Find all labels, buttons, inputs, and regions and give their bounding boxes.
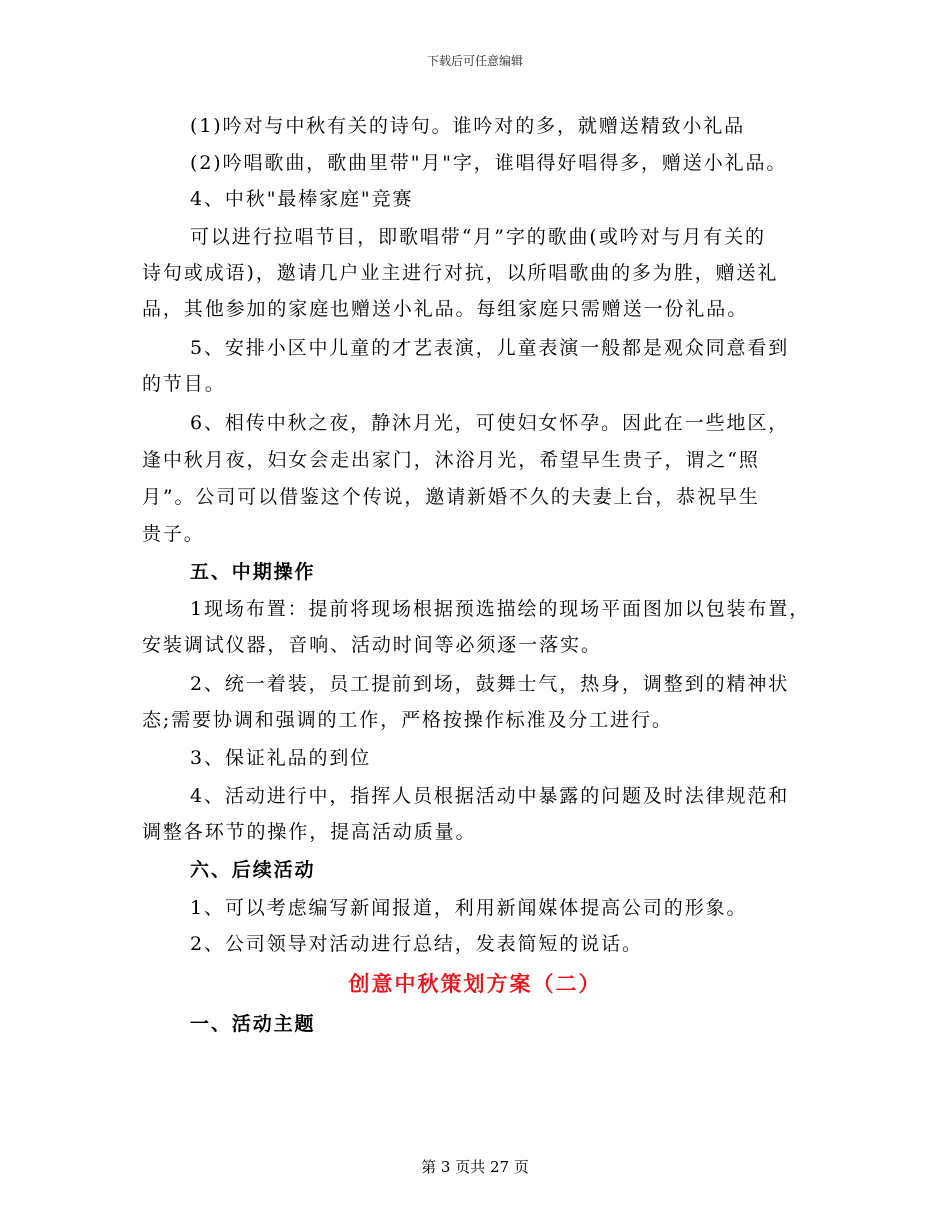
paragraph-line: 贵子。	[142, 523, 205, 545]
page-footer: 第 3 页共 27 页	[421, 1158, 529, 1176]
paragraph-line: 2、公司领导对活动进行总结，发表简短的说话。	[190, 933, 643, 955]
paragraph-line: 的节目。	[142, 373, 226, 395]
paragraph-line: 5、安排小区中儿童的才艺表演，儿童表演一般都是观众同意看到	[190, 337, 790, 359]
paragraph-line: 月”。公司可以借鉴这个传说，邀请新婚不久的夫妻上台，恭祝早生	[142, 486, 760, 508]
paragraph-line: 1、可以考虑编写新闻报道，利用新闻媒体提高公司的形象。	[190, 897, 748, 919]
page-header: 下载后可任意编辑	[426, 54, 523, 68]
paragraph-line: 调整各环节的操作，提高活动质量。	[142, 821, 477, 843]
paragraph-line: 诗句或成语)，邀请几户业主进行对抗，以所唱歌曲的多为胜，赠送礼	[142, 262, 779, 284]
paragraph-line: 4、活动进行中，指挥人员根据活动中暴露的问题及时法律规范和	[190, 785, 790, 807]
paragraph-line: 4、中秋"最棒家庭"竞赛	[190, 188, 414, 210]
paragraph-line: 3、保证礼品的到位	[190, 747, 372, 769]
paragraph-line: 安装调试仪器，音响、活动时间等必须逐一落实。	[142, 634, 602, 656]
paragraph-line: 可以进行拉唱节目，即歌唱带“月”字的歌曲(或吟对与月有关的	[190, 226, 766, 248]
paragraph-line: 1现场布置：提前将现场根据预选描绘的现场平面图加以包装布置，	[190, 598, 811, 620]
paragraph-line: 6、相传中秋之夜，静沐月光，可使妇女怀孕。因此在一些地区，	[190, 412, 790, 434]
section-heading: 五、中期操作	[190, 561, 316, 583]
paragraph-line: 2、统一着装，员工提前到场，鼓舞士气，热身，调整到的精神状	[190, 673, 790, 695]
paragraph-line: (1)吟对与中秋有关的诗句。谁吟对的多，就赠送精致小礼品	[190, 115, 746, 137]
plan-title: 创意中秋策划方案（二）	[348, 971, 602, 996]
paragraph-line: 态;需要协调和强调的工作，严格按操作标准及分工进行。	[142, 709, 673, 731]
section-heading: 一、活动主题	[190, 1013, 316, 1035]
paragraph-line: (2)吟唱歌曲，歌曲里带"月"字，谁唱得好唱得多，赠送小礼品。	[190, 152, 788, 174]
paragraph-line: 品，其他参加的家庭也赠送小礼品。每组家庭只需赠送一份礼品。	[142, 298, 749, 320]
paragraph-line: 逢中秋月夜，妇女会走出家门，沐浴月光，希望早生贵子，谓之“照	[142, 449, 760, 471]
section-heading: 六、后续活动	[190, 859, 316, 881]
